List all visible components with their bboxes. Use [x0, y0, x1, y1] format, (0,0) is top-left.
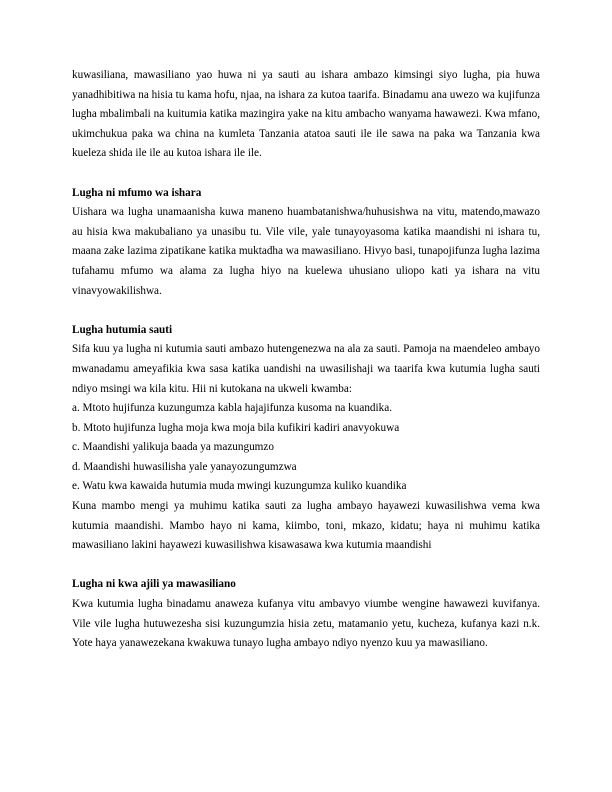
list	[72, 399, 540, 497]
section-heading-sauti: Lugha hutumia sauti	[72, 323, 173, 336]
list-item: d. Maandishi huwasilisha yale yanayozungumzwa	[72, 460, 297, 473]
section-heading-ishara: Lugha ni mfumo wa ishara	[72, 186, 202, 199]
list-item: e. Watu kwa kawaida hutumia muda mwingi kuzungumza kuliko kuandika	[72, 480, 407, 493]
section-gap	[72, 556, 540, 576]
section-body-mawasiliano: Kwa kutumia lugha binadamu anaweza kufanya vitu ambavyo viumbe wengine hawawezi kuvifanya. Vile vile lugha hutuwezesha sisi kuzungumzia hisia zetu, matamanio yetu, kucheza, kufanya kazi n.k. Yote haya yanawezekana kwakuwa tunayo lugha ambayo ndiyo nyenzo kuu ya mawasiliano.	[72, 598, 540, 650]
section-heading-mawasiliano: Lugha ni kwa ajili ya mawasiliano	[72, 578, 236, 591]
section-gap	[72, 301, 540, 321]
section-after-sauti: Kuna mambo mengi ya muhimu katika sauti za lugha ambayo hayawezi kuwasilishwa vema kwa kutumia maandishi. Mambo hayo ni kama, kiimbo, toni, mkazo, kidatu; haya ni muhimu katika mawasiliano lakini hayawezi kuwasilishwa kisawasawa kwa kutumia maandishi	[72, 500, 540, 552]
section-gap	[72, 164, 540, 184]
list-item: c. Maandishi yalikuja baada ya mazungumzo	[72, 441, 274, 454]
section-body-ishara: Uishara wa lugha unamaanisha kuwa maneno huambatanishwa/huhusishwa na vitu, matendo,mawazo au hisia kwa makubaliano ya unasibu tu. Vile vile, yale tunayoyasoma katika maandishi ni ishara tu, maana zake lazima zipatikane katika muktadha wa mawasiliano. Hivyo basi, tunapojifunza lugha lazima tufahamu mfumo wa alama za lugha hiyo na kuelewa uhusiano uliopo kati ya ishara na vitu vinavyowakilishwa.	[72, 206, 540, 297]
list-item: a. Mtoto hujifunza kuzungumza kabla hajajifunza kusoma na kuandika.	[72, 402, 392, 415]
list-item: b. Mtoto hujifunza lugha moja kwa moja bila kufikiri kadiri anavyokuwa	[72, 421, 400, 434]
section-body-sauti: Sifa kuu ya lugha ni kutumia sauti ambazo hutengenezwa na ala za sauti. Pamoja na maendeleo ambayo mwanadamu ameyafikia kwa sasa katika uandishi na uwasilishaji wa taarifa kwa kutumia lugha sauti ndiyo msingi wa kila kitu. Hii ni kutokana na ukweli kwamba:	[72, 343, 540, 395]
document-page	[72, 66, 540, 654]
intro-paragraph: kuwasiliana, mawasiliano yao huwa ni ya sauti au ishara ambazo kimsingi siyo lugha, pia huwa yanadhibitiwa na hisia tu kama hofu, njaa, na ishara za kutoa taarifa. Binadamu ana uwezo wa kujifunza lugha mbalimbali na kuitumia katika mazingira yake na kitu ambacho wanyama hawawezi. Kwa mfano, ukimchukua paka wa china na kumleta Tanzania atatoa sauti ile ile sawa na paka wa Tanzania kwa kueleza shida ile ile au kutoa ishara ile ile.	[72, 69, 540, 160]
